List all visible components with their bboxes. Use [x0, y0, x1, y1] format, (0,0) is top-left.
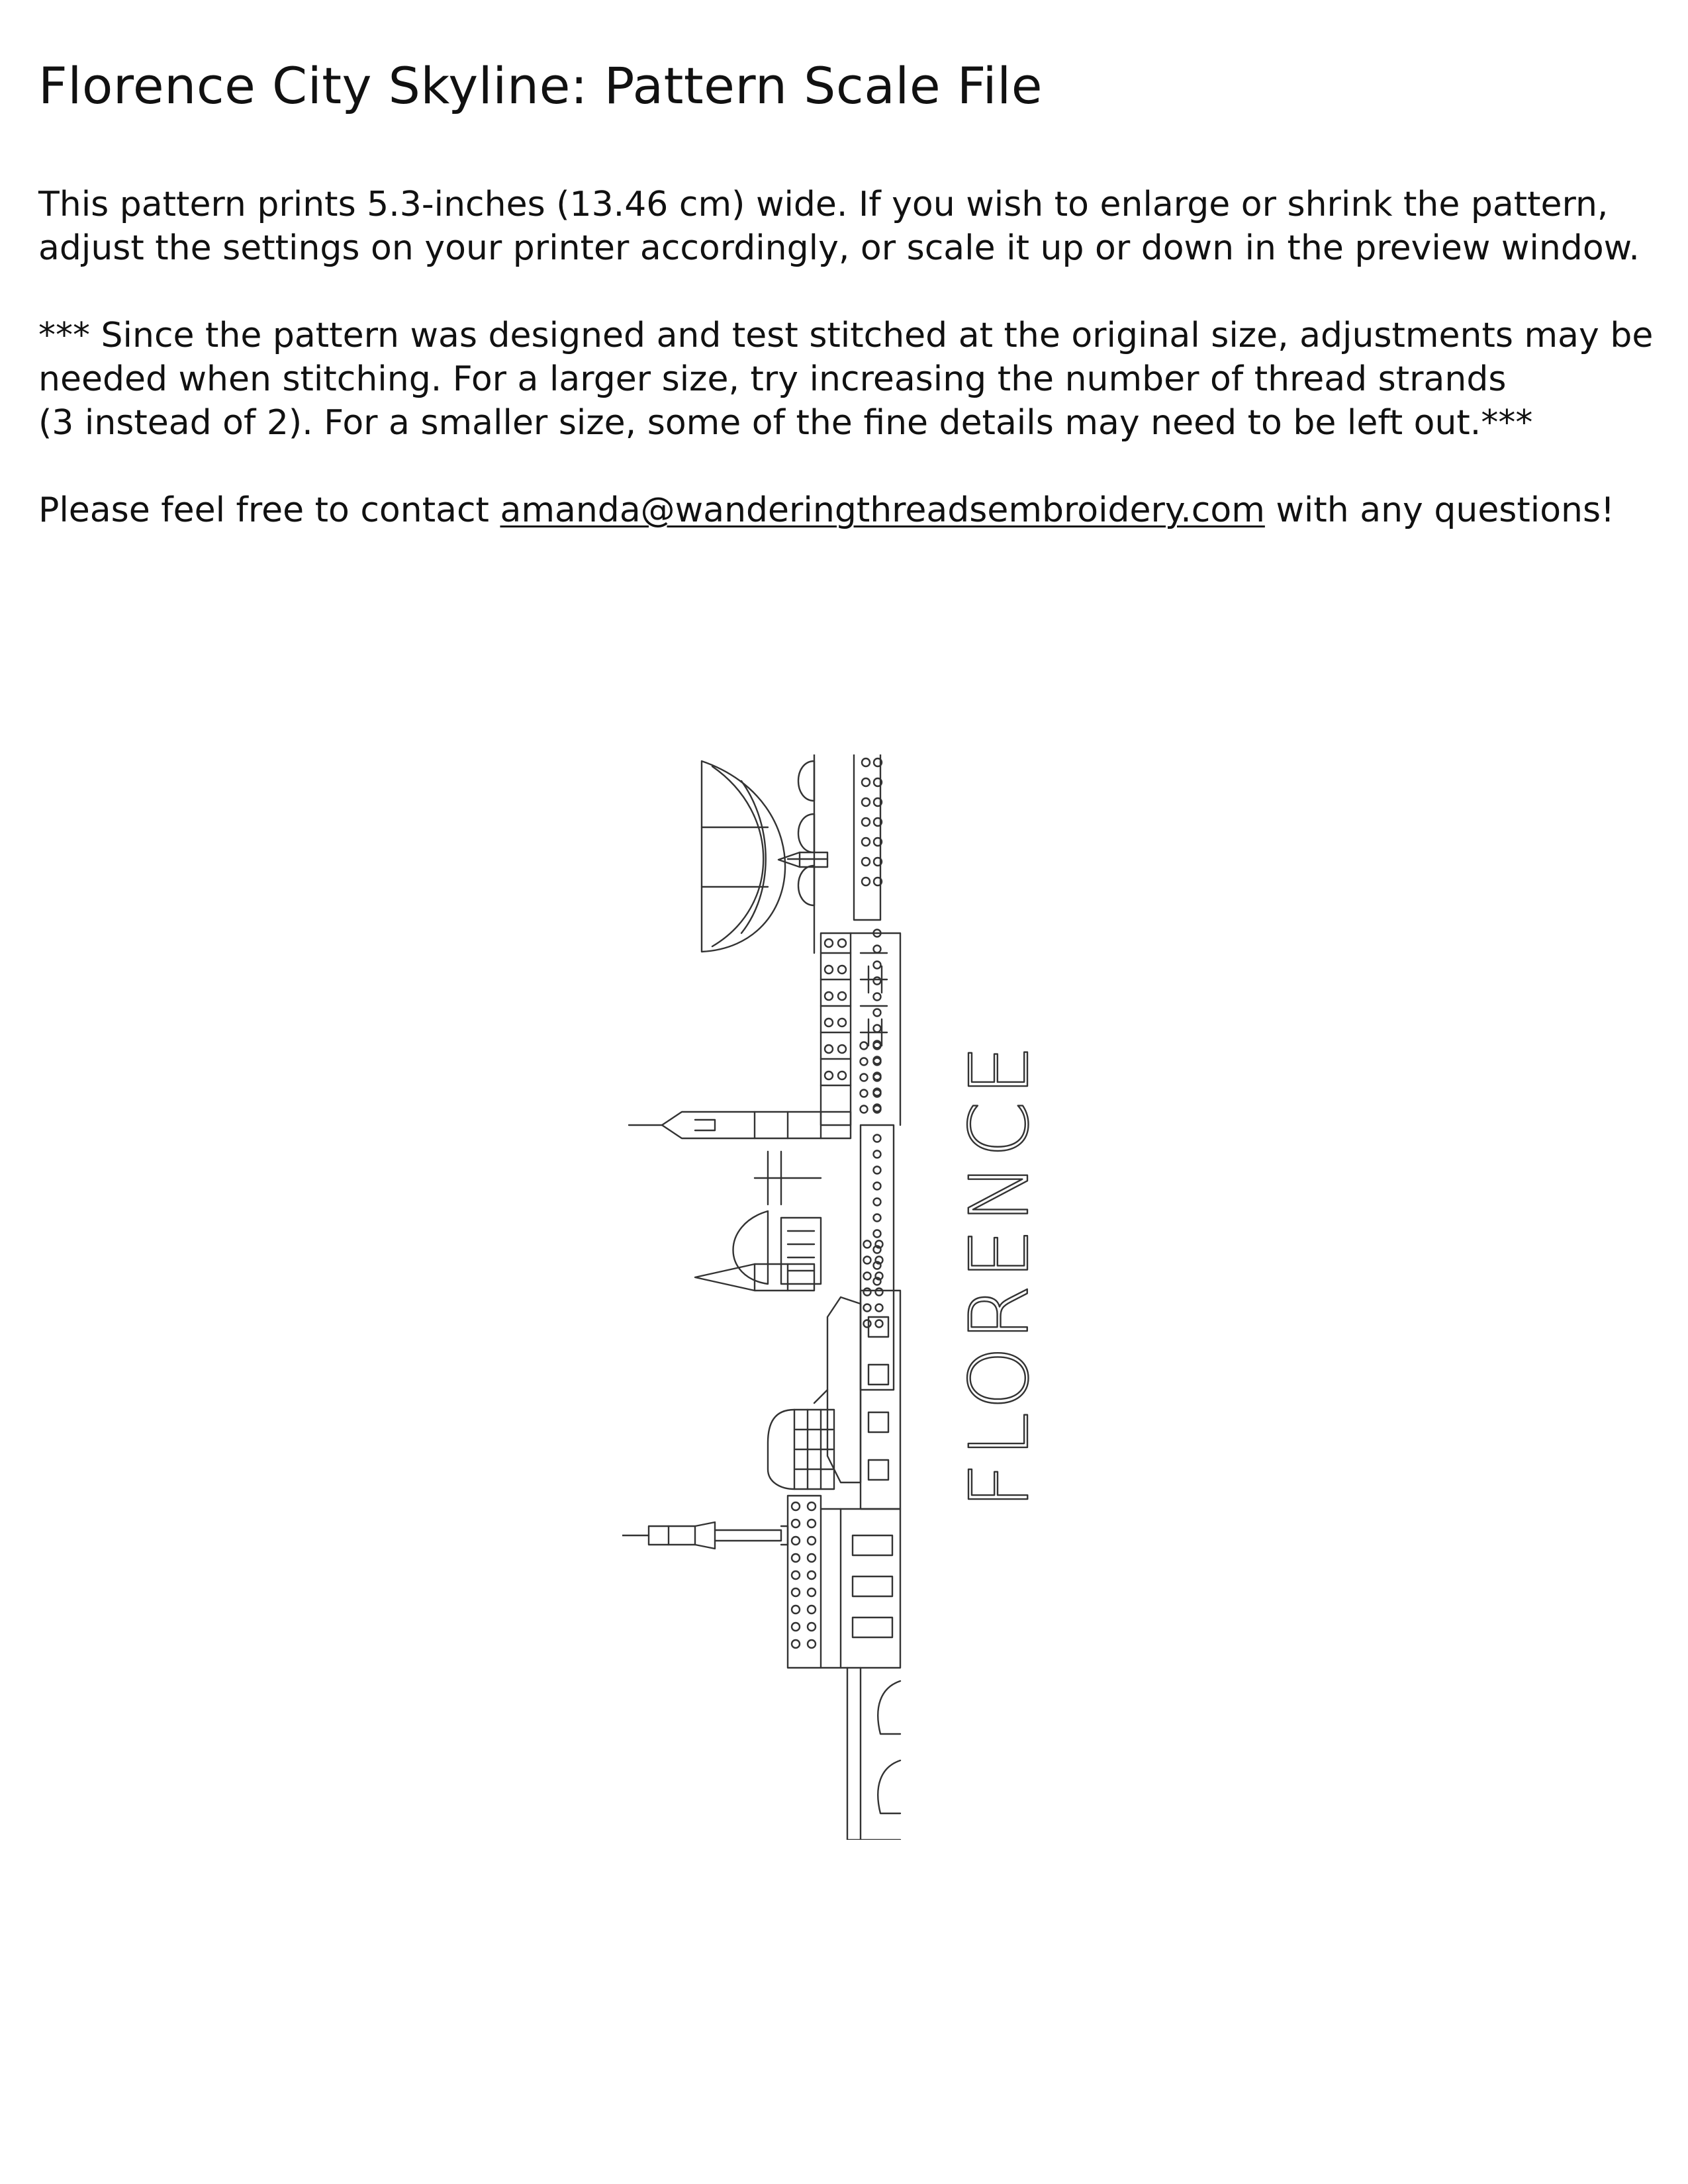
circle-window	[825, 1019, 833, 1026]
small-dome-building	[695, 1152, 821, 1291]
circle-window	[808, 1571, 816, 1579]
circle-window	[792, 1588, 800, 1596]
circle-window	[864, 1257, 871, 1264]
circle-window	[874, 1009, 881, 1017]
florence-word: FLORENCE	[953, 1039, 1047, 1509]
circle-window	[874, 1230, 881, 1238]
stitching-note-line-2: needed when stitching. For a larger size, try increasing the number of thread strands	[38, 359, 1507, 399]
circle-window	[874, 1167, 881, 1174]
circle-window	[825, 1071, 833, 1079]
contact-email-link[interactable]: amanda@wanderingthreadsembroidery.com	[500, 490, 1265, 530]
circle-window	[808, 1588, 816, 1596]
circle-window	[862, 878, 870, 886]
circle-window	[874, 962, 881, 969]
circle-window	[874, 946, 881, 953]
circle-window	[874, 1214, 881, 1222]
circle-window	[874, 1025, 881, 1032]
circle-window	[838, 966, 846, 974]
stitching-note-line-1: *** Since the pattern was designed and test stitched at the original size, adjustments may be	[38, 316, 1654, 355]
circle-window	[862, 858, 870, 866]
circle-window	[792, 1623, 800, 1631]
contact-paragraph	[38, 488, 1615, 532]
left-spire-tower	[629, 1112, 851, 1138]
circle-window	[862, 758, 870, 766]
circle-window	[825, 939, 833, 947]
circle-window	[808, 1640, 816, 1648]
scale-paragraph-line-2: adjust the settings on your printer accordingly, or scale it up or down in the preview window.	[38, 228, 1640, 268]
square-window	[868, 1365, 888, 1385]
circle-window	[861, 1106, 868, 1113]
stitching-note-paragraph	[38, 314, 1653, 445]
circle-window	[825, 966, 833, 974]
circle-window	[874, 993, 881, 1001]
rect-window	[853, 1617, 892, 1637]
stitching-note-line-3: (3 instead of 2). For a smaller size, some of the fine details may need to be left out.***	[38, 403, 1533, 443]
circle-window	[874, 1151, 881, 1158]
circle-window	[808, 1520, 816, 1527]
circle-window	[874, 978, 881, 985]
circle-window	[862, 838, 870, 846]
circle-window	[808, 1606, 816, 1614]
circle-window	[874, 1183, 881, 1190]
circle-window	[876, 1304, 883, 1312]
bottom-spire-tower	[622, 1522, 788, 1549]
circle-window	[838, 1019, 846, 1026]
circle-window	[808, 1537, 816, 1545]
circle-window	[825, 992, 833, 1000]
mid-building-windows	[821, 933, 900, 1125]
circle-window	[838, 992, 846, 1000]
circle-window	[864, 1273, 871, 1280]
circle-window	[838, 939, 846, 947]
circle-window	[861, 1074, 868, 1081]
contact-suffix: with any questions!	[1264, 490, 1615, 530]
circle-window	[864, 1289, 871, 1296]
circle-window	[792, 1606, 800, 1614]
scale-paragraph	[38, 183, 1640, 270]
circle-window	[864, 1304, 871, 1312]
palazzo-square-windows	[814, 1291, 900, 1509]
dome-arches	[798, 754, 814, 953]
circle-window	[874, 1135, 881, 1142]
circle-window	[792, 1520, 800, 1527]
scale-paragraph-line-1: This pattern prints 5.3-inches (13.46 cm) wide. If you wish to enlarge or shrink the pattern,	[38, 185, 1609, 224]
circle-window	[864, 1241, 871, 1248]
circle-window	[861, 1090, 868, 1097]
lower-pavilion	[768, 1410, 834, 1489]
circle-window	[838, 1045, 846, 1053]
circle-window	[792, 1502, 800, 1510]
page-title: Florence City Skyline: Pattern Scale File	[38, 56, 1043, 115]
circle-window	[808, 1623, 816, 1631]
circle-window	[861, 1058, 868, 1066]
circle-window	[864, 1320, 871, 1328]
bottom-circle-window-tower	[788, 1496, 900, 1668]
circle-window	[874, 1199, 881, 1206]
circle-window	[862, 778, 870, 786]
circle-window	[792, 1537, 800, 1545]
duomo-dome	[702, 761, 827, 952]
circle-window	[876, 1320, 883, 1328]
circle-window	[808, 1554, 816, 1562]
skyline-line-art	[622, 754, 1086, 1840]
circle-window	[792, 1554, 800, 1562]
rect-window	[853, 1576, 892, 1596]
circle-window	[792, 1571, 800, 1579]
rect-window	[853, 1535, 892, 1555]
square-window-group	[853, 1317, 892, 1637]
florence-skyline-pattern	[622, 754, 1086, 1840]
circle-window-group	[792, 758, 883, 1648]
contact-prefix: Please feel free to contact	[38, 490, 500, 530]
circle-window	[862, 798, 870, 806]
bottom-arches-building	[847, 1668, 900, 1840]
circle-window	[861, 1042, 868, 1050]
square-window	[868, 1412, 888, 1432]
circle-window	[792, 1640, 800, 1648]
square-window	[868, 1460, 888, 1480]
circle-window	[876, 1289, 883, 1296]
circle-window	[838, 1071, 846, 1079]
circle-window	[862, 818, 870, 826]
circle-window	[808, 1502, 816, 1510]
circle-window	[825, 1045, 833, 1053]
